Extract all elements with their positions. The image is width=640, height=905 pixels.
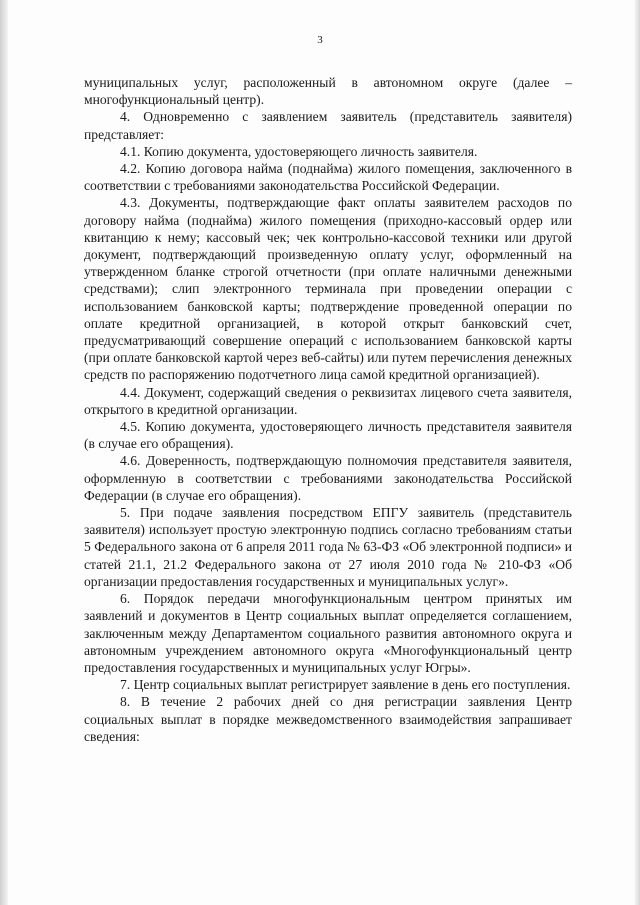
paragraph-4-3: 4.3. Документы, подтверждающие факт оплаты заявителем расходов по договору найма (поднайма) жилого помещения (приходно-кассовый ордер или квитанцию к нему; кассовый чек; чек контрольно-кассовой техники или другой документ, подтверждающий произведенную оплату услуг, оформленный на утвержденном бланке строгой отчетности (при оплате наличными денежными средствами); слип электронного терминала при проведении операции с использованием банковской карты; подтверждение проведенной операции по оплате кредитной организацией, в которой открыт банковский счет, предусматривающий совершение операций с использованием банковской карты (при оплате банковской картой через веб-сайты) или путем перечисления денежных средств по распоряжению подотчетного лица самой кредитной организацией). (84, 195, 572, 383)
paragraph-8: 8. В течение 2 рабочих дней со дня регистрации заявления Центр социальных выплат в порядке межведомственного взаимодействия запрашивает сведения: (84, 694, 572, 744)
page-number: 3 (317, 34, 323, 46)
document-body (84, 74, 572, 745)
paragraph-7: 7. Центр социальных выплат регистрирует заявление в день его поступления. (120, 677, 571, 693)
paragraph-4-2: 4.2. Копию договора найма (поднайма) жилого помещения, заключенного в соответствии с требованиями законодательства Российской Федерации. (84, 161, 572, 194)
paragraph-6: 6. Порядок передачи многофункциональным центром принятых им заявлений и документов в Центр социальных выплат определяется соглашением, заключенным между Департаментом социального развития автономного округа и автономным учреждением автономного округа «Многофункциональный центр предоставления государственных и муниципальных услуг Югры». (84, 591, 572, 675)
paragraph-4-6: 4.6. Доверенность, подтверждающую полномочия представителя заявителя, оформленную в соответствии с требованиями законодательства Российской Федерации (в случае его обращения). (84, 453, 572, 503)
paragraph-5: 5. При подаче заявления посредством ЕПГУ заявитель (представитель заявителя) использует простую электронную подпись согласно требованиям статьи 5 Федерального закона от 6 апреля 2011 года № 63-ФЗ «Об электронной подписи» и статей 21.1, 21.2 Федерального закона от 27 июля 2010 года № 210-ФЗ «Об организации предоставления государственных и муниципальных услуг». (84, 505, 572, 589)
paragraph-4-4: 4.4. Документ, содержащий сведения о реквизитах лицевого счета заявителя, открытого в кредитной организации. (84, 384, 572, 417)
paragraph-continuation: муниципальных услуг, расположенный в автономном округе (далее – многофункциональный центр). (84, 75, 572, 108)
paragraph-4: 4. Одновременно с заявлением заявитель (представитель заявителя) представляет: (84, 109, 572, 142)
scan-edge-left (0, 0, 8, 905)
paragraph-4-1: 4.1. Копию документа, удостоверяющего личность заявителя. (120, 143, 478, 159)
scan-edge-right (634, 0, 640, 905)
paragraph-4-5: 4.5. Копию документа, удостоверяющего личность представителя заявителя (в случае его обращения). (84, 419, 572, 452)
